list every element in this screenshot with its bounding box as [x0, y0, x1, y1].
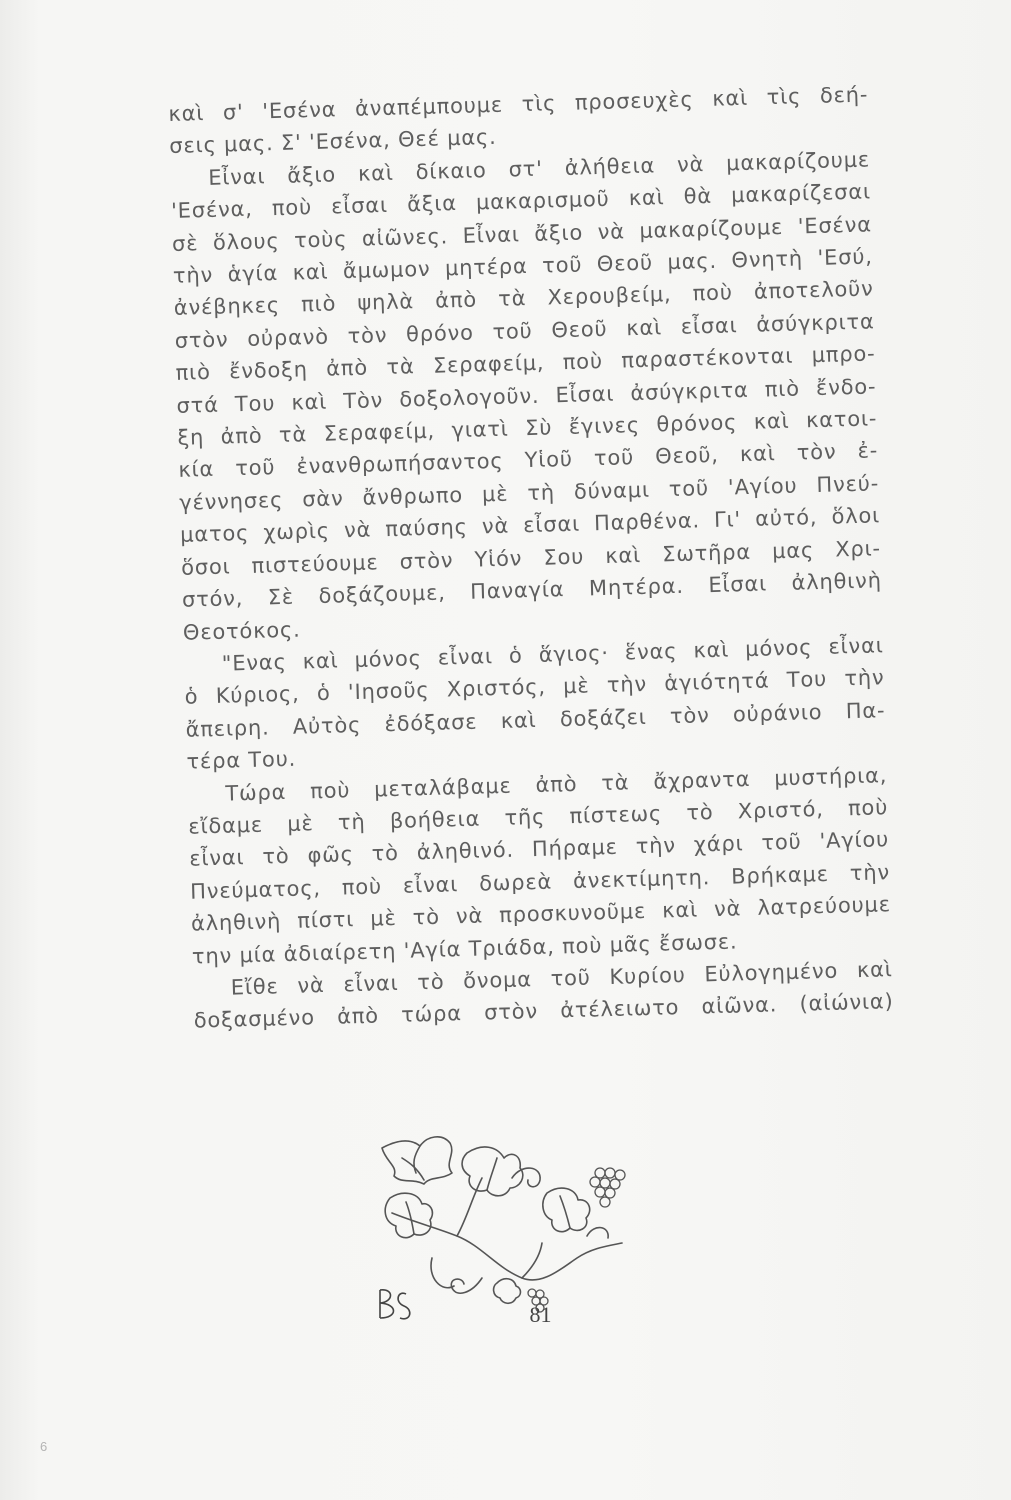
text-line: δοξασμένο ἀπὸ τώρα στὸν ἀτέλειωτο αἰῶνα. (αἰώνια) [193, 989, 894, 1034]
text-line: ματος χωρὶς νὰ παύσης νὰ εἶσαι Παρθένα. Γι' αὐτό, ὅλοι [179, 503, 881, 548]
text-line: Θεοτόκος. [182, 617, 301, 645]
text-line: γέννησες σὰν ἄνθρωπο μὲ τὴ δύναμι τοῦ 'Αγίου Πνεύ- [178, 471, 880, 515]
text-line: Πνεύματος, ποὺ εἶναι δωρεὰ ἀνεκτίμητη. Βρήκαμε τὴν [189, 859, 891, 904]
text-line: εἴδαμε μὲ τὴ βοήθεια τῆς πίστεως τὸ Χριστό, ποὺ [188, 795, 889, 839]
text-line: κία τοῦ ἐνανθρωπήσαντος Υἱοῦ τοῦ Θεοῦ, καὶ τὸν ἐ- [178, 438, 879, 483]
text-line: ἄπειρη. Αὐτὸς ἐδόξασε καὶ δοξάζει τὸν οὐράνιο Πα- [185, 697, 886, 742]
text-line: ὅσοι πιστεύουμε στὸν Υἱόν Σου καὶ Σωτῆρα μας Χρι- [180, 535, 882, 580]
text-line: Εἶναι ἄξιο καὶ δίκαιο στ' ἀλήθεια νὰ μακαρίζουμε [207, 147, 871, 190]
text-line: Τώρα ποὺ μεταλάβαμε ἀπὸ τὰ ἄχραντα μυστήρια, [225, 762, 888, 806]
text-line: εἶναι τὸ φῶς τὸ ἀληθινό. Πήραμε τὴν χάρι τοῦ 'Αγίου [188, 827, 890, 872]
text-line: ἀνέβηκες πιὸ ψηλὰ ἀπὸ τὰ Χερουβείμ, ποὺ ἀποτελοῦν [173, 276, 874, 321]
page-number: 81 [529, 1302, 552, 1327]
text-line: ξη ἀπὸ τὰ Σεραφείμ, γιατὶ Σὺ ἔγινες θρόνος καὶ κατοι- [177, 406, 878, 450]
text-line: Εἴθε νὰ εἶναι τὸ ὄνομα τοῦ Κυρίου Εὐλογημένο καὶ [230, 957, 893, 1000]
grapevine-ornament-icon [372, 1118, 632, 1328]
text-line: τὴν ἁγία καὶ ἄμωμον μητέρα τοῦ Θεοῦ μας. Θνητὴ 'Εσύ, [172, 244, 874, 288]
text-line: ἀληθινὴ πίστι μὲ τὸ νὰ προσκυνοῦμε καὶ νὰ λατρεύουμε [190, 892, 892, 936]
text-line: "Ενας καὶ μόνος εἶναι ὁ ἅγιος· ἕνας καὶ μόνος εἶναι [221, 633, 884, 676]
text-line: στόν, Σὲ δοξάζουμε, Παναγία Μητέρα. Εἶσαι ἀληθινὴ [181, 568, 883, 612]
body-text [168, 78, 894, 1037]
text-line: σεις μας. Σ' 'Εσένα, Θεέ μας. [169, 125, 497, 159]
text-line: καὶ σ' 'Εσένα ἀναπέμπουμε τὶς προσευχὲς καὶ τὶς δεή- [168, 82, 869, 126]
text-line: σὲ ὅλους τοὺς αἰῶνες. Εἶναι ἄξιο νὰ μακαρίζουμε 'Εσένα [171, 212, 873, 256]
text-line: στά Του καὶ Τὸν δοξολογοῦν. Εἶσαι ἀσύγκριτα πιὸ ἔνδο- [176, 373, 877, 418]
text-line: την μία ἀδιαίρετη 'Αγία Τριάδα, ποὺ μᾶς ἔσωσε. [191, 928, 738, 969]
text-line: 'Εσένα, ποὺ εἶσαι ἄξια μακαρισμοῦ καὶ θὰ μακαρίζεσαι [170, 179, 872, 224]
margin-mark: 6 [40, 1439, 48, 1454]
text-line: ὁ Κύριος, ὁ 'Ιησοῦς Χριστός, μὲ τὴν ἁγιότητά Του τὴν [184, 665, 885, 710]
text-line: στὸν οὐρανὸ τὸν θρόνο τοῦ Θεοῦ καὶ εἶσαι ἀσύγκριτα [174, 309, 875, 353]
text-line: τέρα Του. [186, 746, 297, 774]
text-line: πιὸ ἔνδοξη ἀπὸ τὰ Σεραφείμ, ποὺ παραστέκονται μπρο- [175, 341, 876, 386]
